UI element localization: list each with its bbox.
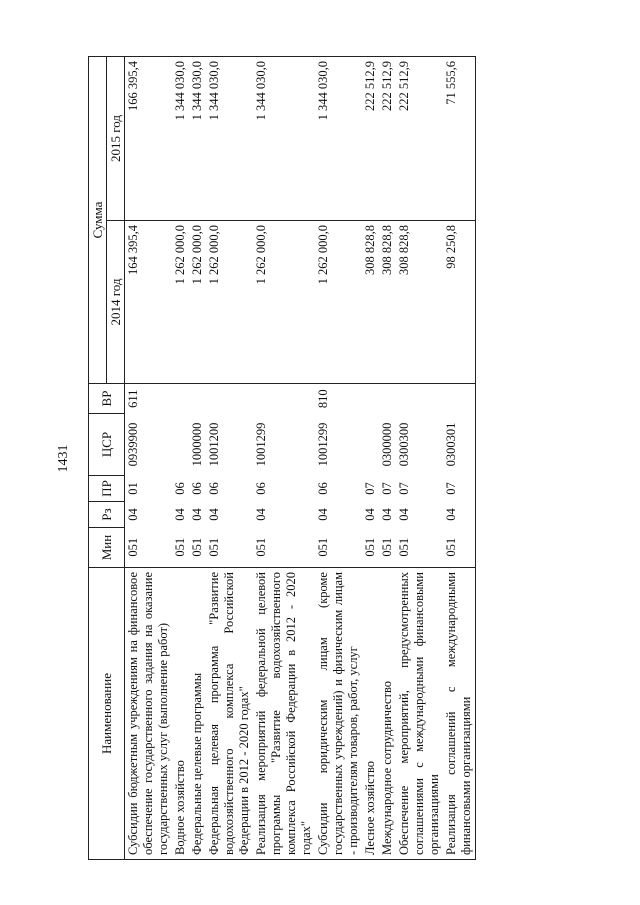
header-sum: Сумма [89, 57, 107, 384]
cell-pr: 07 [363, 482, 377, 495]
cell-2015: 1 344 030,0 [253, 57, 315, 221]
cell-csr: 0939900 [126, 422, 140, 467]
table-row [125, 57, 173, 860]
cell-csr: 1001299 [254, 422, 268, 467]
cell-pr: 01 [126, 482, 140, 495]
table-row [396, 57, 443, 860]
cell-2014: 308 828,8 [396, 221, 443, 384]
cell-pr: 07 [397, 482, 411, 495]
cell-name: Субсидии юридическим лицам (кроме государственных учреждений) и физическим лицам - производителям товаров, работ, услуг [315, 568, 362, 860]
cell-2015: 71 555,6 [443, 57, 476, 221]
cell-vr: 611 [126, 389, 140, 408]
cell-vr [253, 384, 315, 414]
cell-2014: 98 250,8 [443, 221, 476, 384]
cell-rz: 04 [190, 508, 204, 521]
cell-name: Обеспечение мероприятий, предусмотренных соглашениями с международными финансовыми организациями [396, 568, 443, 860]
cell-vr [362, 384, 379, 414]
cell-rz: 04 [397, 508, 411, 521]
cell-csr: 0300300 [397, 422, 411, 467]
cell-pr: 06 [254, 482, 268, 495]
cell-min: 051 [190, 537, 204, 557]
table-row [253, 57, 315, 860]
table-row [443, 57, 476, 860]
cell-vr: 810 [316, 389, 330, 409]
cell-vr [396, 384, 443, 414]
cell-name: Реализация соглашений с международными финансовыми организациями [443, 568, 476, 860]
cell-name: Субсидии бюджетным учреждениям на финансовое обеспечение государственного задания на оказание государственных услуг (выполнение работ) [125, 568, 173, 860]
cell-2015: 1 344 030,0 [189, 57, 206, 221]
cell-vr [206, 384, 253, 414]
cell-rz: 04 [207, 508, 221, 521]
header-rz: Рз [89, 502, 125, 528]
cell-min: 051 [254, 537, 268, 557]
cell-min: 051 [316, 537, 330, 557]
header-pr: ПР [89, 476, 125, 502]
cell-min: 051 [380, 537, 394, 557]
cell-2015: 1 344 030,0 [315, 57, 362, 221]
cell-pr: 06 [207, 482, 221, 495]
cell-min: 051 [173, 537, 187, 557]
table-row [315, 57, 362, 860]
table-row [362, 57, 379, 860]
cell-pr: 07 [380, 482, 394, 495]
cell-rz: 04 [443, 502, 476, 528]
cell-2015: 1 344 030,0 [206, 57, 253, 221]
header-min: Мин [89, 528, 125, 568]
rotated-document-page [56, 57, 615, 860]
cell-vr [189, 384, 206, 414]
cell-csr: 1000000 [190, 422, 204, 467]
cell-csr: 0300301 [443, 414, 476, 476]
cell-2014: 1 262 000,0 [189, 221, 206, 384]
cell-name: Водное хозяйство [172, 568, 189, 860]
cell-min: 051 [443, 528, 476, 568]
header-row [89, 57, 107, 860]
cell-2014: 1 262 000,0 [206, 221, 253, 384]
cell-2015: 222 512,9 [379, 57, 396, 221]
cell-2014: 1 262 000,0 [172, 221, 189, 384]
budget-table [88, 56, 476, 860]
cell-2014: 1 262 000,0 [315, 221, 362, 384]
cell-2014: 308 828,8 [362, 221, 379, 384]
cell-2015: 222 512,9 [362, 57, 379, 221]
header-csr: ЦСР [89, 414, 125, 476]
cell-rz: 04 [126, 508, 140, 521]
cell-csr: 1001299 [316, 422, 330, 467]
table-body [125, 57, 476, 860]
header-name: Наименование [89, 568, 125, 860]
cell-2015: 166 395,4 [125, 57, 173, 221]
table-row [172, 57, 189, 860]
cell-pr: 07 [443, 476, 476, 502]
cell-min: 051 [397, 537, 411, 557]
cell-csr [362, 414, 379, 476]
cell-vr [379, 384, 396, 414]
cell-rz: 04 [316, 508, 330, 521]
cell-name: Реализация мероприятий федеральной целевой программы "Развитие водохозяйственного комплекса Российской Федерации в 2012 - 2020 годах" [253, 568, 315, 860]
cell-2014: 1 262 000,0 [253, 221, 315, 384]
cell-rz: 04 [363, 508, 377, 521]
cell-2014: 164 395,4 [125, 221, 173, 384]
cell-csr: 0300000 [380, 422, 394, 467]
cell-2015: 222 512,9 [396, 57, 443, 221]
cell-csr [172, 414, 189, 476]
header-year-2015: 2015 год [107, 57, 125, 221]
cell-name: Лесное хозяйство [362, 568, 379, 860]
cell-name: Международное сотрудничество [379, 568, 396, 860]
cell-name: Федеральные целевые программы [189, 568, 206, 860]
header-vr: ВР [89, 384, 125, 414]
cell-pr: 06 [316, 482, 330, 495]
cell-rz: 04 [254, 508, 268, 521]
cell-vr [443, 384, 476, 414]
cell-2015: 1 344 030,0 [172, 57, 189, 221]
cell-rz: 04 [173, 508, 187, 521]
cell-vr [172, 384, 189, 414]
cell-min: 051 [363, 537, 377, 557]
cell-pr: 06 [190, 482, 204, 495]
page-number: 1431 [56, 444, 71, 473]
cell-csr: 1001200 [207, 422, 221, 467]
cell-name: Федеральная целевая программа "Развитие водохозяйственного комплекса Российской Федерации в 2012 - 2020 годах" [206, 568, 253, 860]
table-row [206, 57, 253, 860]
cell-pr: 06 [173, 482, 187, 495]
cell-min: 051 [126, 537, 140, 557]
table-row [379, 57, 396, 860]
table-row [189, 57, 206, 860]
cell-rz: 04 [380, 508, 394, 521]
cell-min: 051 [207, 537, 221, 557]
cell-2014: 308 828,8 [379, 221, 396, 384]
header-year-2014: 2014 год [107, 221, 125, 384]
